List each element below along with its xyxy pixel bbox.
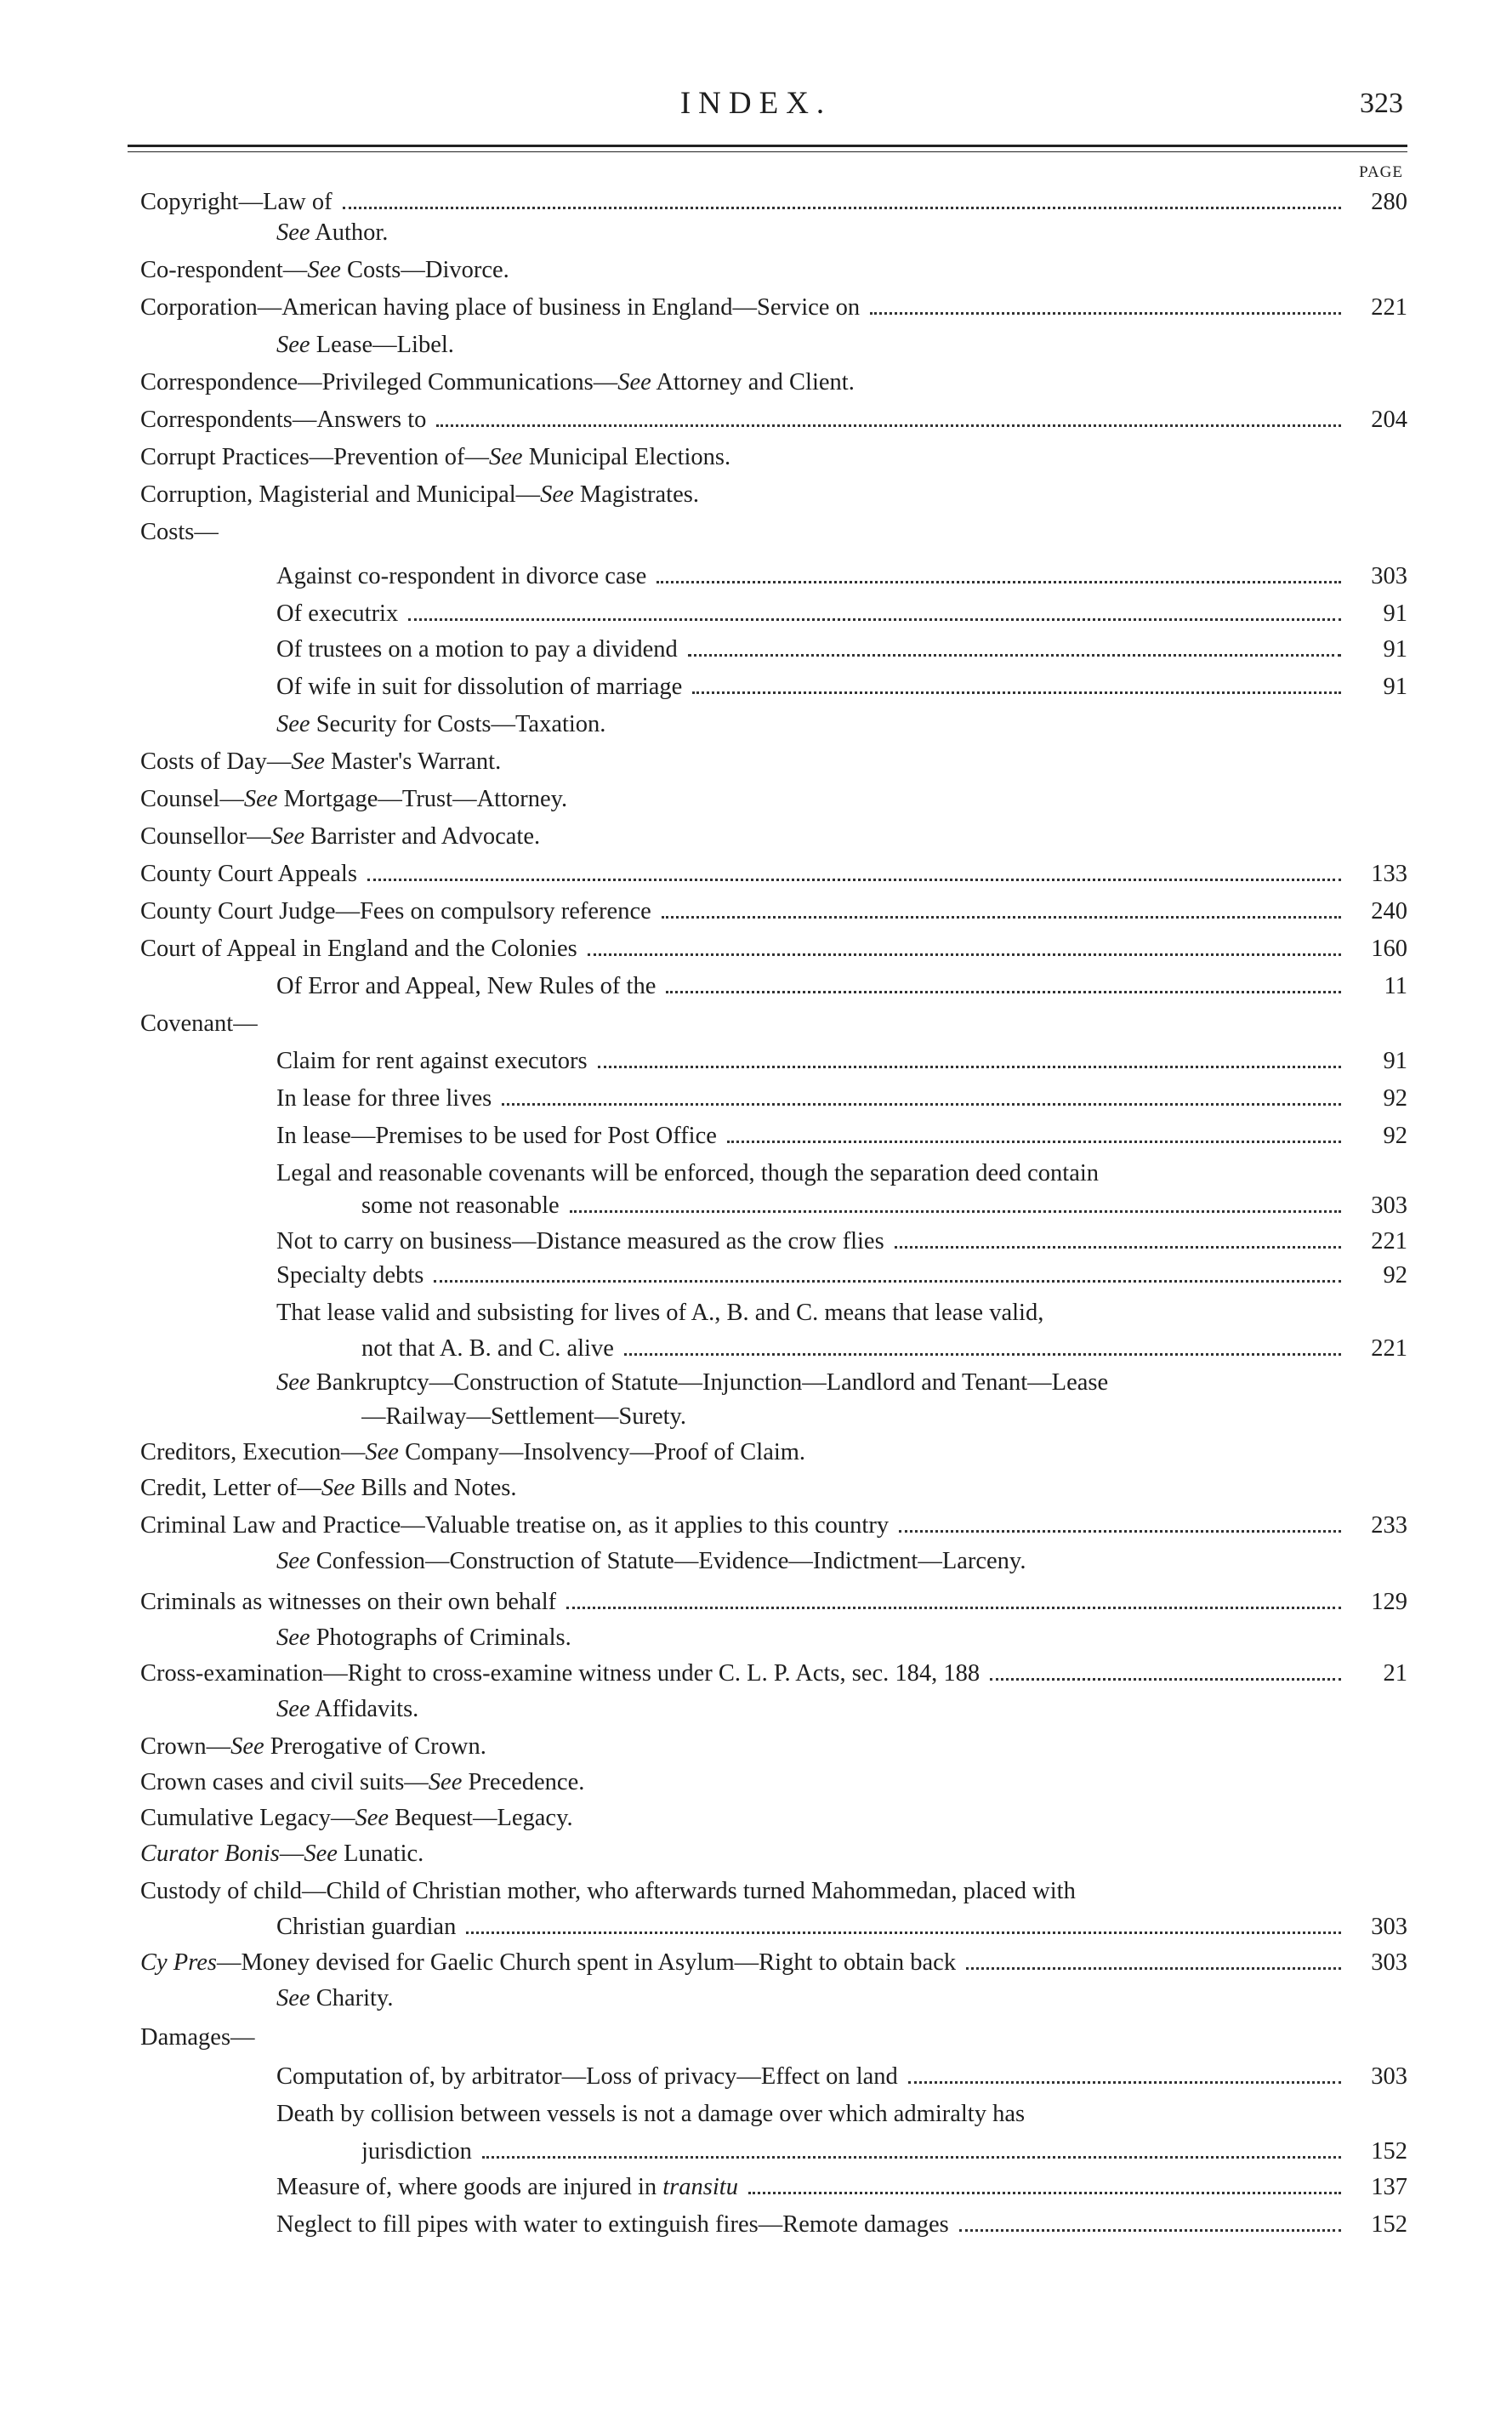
entry-text: Costs— [140,519,219,545]
index-entry [276,560,1407,595]
page-number: 323 [1360,88,1403,119]
index-entry [276,1259,1407,1294]
header-rule-thin [128,151,1407,152]
dot-leader [990,1678,1341,1681]
entry-text: See Confession—Construction of Statute—Evidence—Indictment—Larceny. [276,1548,1026,1574]
index-entry [140,745,1407,781]
entry-page-number: 303 [1371,1192,1407,1219]
index-entry [361,1332,1407,1368]
dot-leader [588,953,1341,956]
page-column-label: PAGE [1359,163,1403,181]
entry-page-number: 280 [1371,189,1407,215]
entry-page-number: 92 [1383,1123,1407,1149]
index-entry [140,1766,1407,1801]
index-entry [276,1982,1407,2017]
entry-text: Measure of, where goods are injured in transitu [276,2174,738,2200]
dot-leader [666,991,1341,993]
index-entry [276,2060,1407,2096]
dot-leader [748,2192,1341,2194]
dot-leader [727,1141,1341,1143]
index-entry [140,253,1407,289]
index-entry [140,1730,1407,1766]
entry-text: not that A. B. and C. alive [361,1335,614,1362]
entry-text: Legal and reasonable covenants will be enforced, though the separation deed contain [276,1160,1100,1186]
dot-leader [657,581,1341,583]
index-entry [276,633,1407,668]
dot-leader [466,1932,1341,1934]
entry-text: See Security for Costs—Taxation. [276,711,606,737]
entry-text: Costs of Day—See Master's Warrant. [140,748,502,775]
entry-text: Death by collision between vessels is not a damage over which admiralty has [276,2101,1026,2127]
dot-leader [408,618,1341,621]
entry-page-number: 221 [1371,1335,1407,1362]
index-entry [140,895,1407,930]
entry-text: Crown cases and civil suits—See Precedence. [140,1769,585,1795]
entry-page-number: 240 [1371,898,1407,925]
index-entry [140,932,1407,968]
entry-text: Cy Pres—Money devised for Gaelic Church spent in Asylum—Right to obtain back [140,1949,957,1976]
index-entry [276,1225,1407,1260]
index-entry [140,1801,1407,1837]
entry-text: Custody of child—Child of Christian mother, who afterwards turned Mahommedan, placed with [140,1878,1076,1904]
entry-text: Counsellor—See Barrister and Advocate. [140,823,541,850]
index-entry [140,366,1407,401]
entry-text: Against co-respondent in divorce case [276,563,647,589]
entry-page-number: 129 [1371,1589,1407,1615]
entry-page-number: 303 [1371,1914,1407,1940]
index-entry [140,1875,1407,1910]
index-entry [140,1007,1407,1043]
entry-page-number: 133 [1371,861,1407,887]
entry-text: Court of Appeal in England and the Colonies [140,936,577,962]
index-entry [140,1436,1407,1471]
entry-page-number: 92 [1383,1085,1407,1112]
dot-leader [343,207,1341,209]
entry-page-number: 233 [1371,1512,1407,1539]
entry-text: Corrupt Practices—Prevention of—See Municipal Elections. [140,444,731,470]
index-entry [140,1657,1407,1693]
entry-page-number: 303 [1371,1949,1407,1976]
dot-leader [598,1066,1341,1068]
index-entry [276,216,1407,252]
entry-text: See Bankruptcy—Construction of Statute—Injunction—Landlord and Tenant—Lease [276,1369,1109,1396]
dot-leader [688,654,1341,657]
entry-page-number: 303 [1371,2063,1407,2090]
index-entry [140,1946,1407,1982]
entry-text: some not reasonable [361,1192,560,1219]
index-entry [140,1509,1407,1545]
dot-leader [367,879,1341,881]
index-entry [276,597,1407,633]
dot-leader [502,1103,1341,1106]
entry-text: County Court Judge—Fees on compulsory reference [140,898,651,925]
dot-leader [482,2156,1341,2159]
entry-text: jurisdiction [361,2138,472,2165]
index-entry [276,1621,1407,1657]
index-entry [140,291,1407,327]
entry-text: Credit, Letter of—See Bills and Notes. [140,1475,517,1501]
entry-page-number: 221 [1371,294,1407,321]
index-entry [140,820,1407,856]
index-entry [276,670,1407,706]
entry-text: See Lease—Libel. [276,332,454,358]
entry-page-number: 92 [1383,1262,1407,1289]
entry-text: Correspondents—Answers to [140,407,427,433]
entry-text: See Charity. [276,1985,394,2011]
index-entry [276,2208,1407,2244]
entry-text: Damages— [140,2024,255,2051]
index-entry [276,708,1407,743]
index-entry [276,1119,1407,1155]
entry-text: Corporation—American having place of business in England—Service on [140,294,861,321]
entry-text: Correspondence—Privileged Communications—See Attorney and Client. [140,369,855,395]
entry-page-number: 91 [1383,600,1407,627]
entry-page-number: 152 [1371,2138,1407,2165]
entry-text: Counsel—See Mortgage—Trust—Attorney. [140,786,568,812]
index-entry [276,2170,1407,2206]
entry-page-number: 21 [1383,1660,1407,1687]
entry-text: —Railway—Settlement—Surety. [361,1403,687,1430]
index-entry [276,1545,1407,1580]
index-entry [276,2097,1407,2133]
index-entry [140,478,1407,514]
index-entry [140,857,1407,893]
page-title: INDEX. [679,86,833,121]
entry-page-number: 91 [1383,636,1407,663]
entry-text: County Court Appeals [140,861,357,887]
index-entry [276,1366,1407,1402]
entry-text: See Author. [276,219,389,246]
entry-text: Claim for rent against executors [276,1048,588,1074]
index-entry [140,441,1407,476]
entry-text: Cumulative Legacy—See Bequest—Legacy. [140,1805,573,1831]
index-entry [276,1082,1407,1118]
index-entry [276,1044,1407,1080]
index-entry [276,1157,1407,1192]
dot-leader [662,916,1341,919]
entry-page-number: 91 [1383,674,1407,700]
entry-text: In lease for three lives [276,1085,492,1112]
entry-page-number: 160 [1371,936,1407,962]
entry-text: Criminals as witnesses on their own behalf [140,1589,557,1615]
index-entry [140,1471,1407,1507]
index-entry [140,515,1407,551]
index-entry [276,328,1407,364]
entry-text: That lease valid and subsisting for lives of A., B. and C. means that lease valid, [276,1300,1044,1326]
dot-leader [624,1353,1341,1356]
entry-text: In lease—Premises to be used for Post Office [276,1123,717,1149]
entry-page-number: 303 [1371,563,1407,589]
entry-text: Covenant— [140,1010,258,1037]
entry-page-number: 152 [1371,2211,1407,2238]
dot-leader [566,1607,1341,1609]
entry-page-number: 137 [1371,2174,1407,2200]
dot-leader [966,1967,1341,1970]
entry-text: Computation of, by arbitrator—Loss of privacy—Effect on land [276,2063,898,2090]
dot-leader [870,312,1341,315]
dot-leader [899,1530,1341,1533]
index-entry [276,1693,1407,1728]
dot-leader [692,691,1341,694]
index-entry [361,1189,1407,1225]
dot-leader [959,2229,1341,2232]
entry-text: Of wife in suit for dissolution of marriage [276,674,683,700]
dot-leader [895,1246,1341,1249]
dot-leader [436,424,1341,427]
entry-text: Neglect to fill pipes with water to extinguish fires—Remote damages [276,2211,949,2238]
index-entry [140,1585,1407,1621]
entry-text: Cross-examination—Right to cross-examine witness under C. L. P. Acts, sec. 184, 188 [140,1660,981,1687]
entry-text: Crown—See Prerogative of Crown. [140,1733,486,1760]
entry-page-number: 221 [1371,1228,1407,1254]
index-entry [361,2135,1407,2170]
entry-page-number: 11 [1384,973,1407,999]
entry-text: Christian guardian [276,1914,457,1940]
dot-leader [434,1280,1341,1283]
entry-text: Of trustees on a motion to pay a dividend [276,636,678,663]
index-entry [276,1296,1407,1332]
index-entry [276,970,1407,1005]
entry-text: Corruption, Magisterial and Municipal—See Magistrates. [140,481,699,508]
entry-text: Of executrix [276,600,399,627]
index-entry [140,2021,1407,2057]
index-entry [276,1910,1407,1946]
entry-text: See Photographs of Criminals. [276,1624,571,1651]
entry-text: Co-respondent—See Costs—Divorce. [140,257,509,283]
entry-page-number: 91 [1383,1048,1407,1074]
index-entry [140,782,1407,818]
entry-text: Copyright—Law of [140,189,333,215]
entry-text: Criminal Law and Practice—Valuable treatise on, as it applies to this country [140,1512,890,1539]
entry-text: Curator Bonis—See Lunatic. [140,1840,424,1867]
index-entry [140,403,1407,439]
entry-text: See Affidavits. [276,1696,419,1722]
dot-leader [908,2081,1341,2084]
index-entry [361,1400,1407,1436]
dot-leader [570,1210,1341,1213]
entry-page-number: 204 [1371,407,1407,433]
header-rule-thick [128,145,1407,147]
entry-text: Specialty debts [276,1262,424,1289]
entry-text: Creditors, Execution—See Company—Insolvency—Proof of Claim. [140,1439,806,1465]
entry-text: Not to carry on business—Distance measured as the crow flies [276,1228,884,1254]
index-entry [140,1837,1407,1873]
entry-text: Of Error and Appeal, New Rules of the [276,973,657,999]
